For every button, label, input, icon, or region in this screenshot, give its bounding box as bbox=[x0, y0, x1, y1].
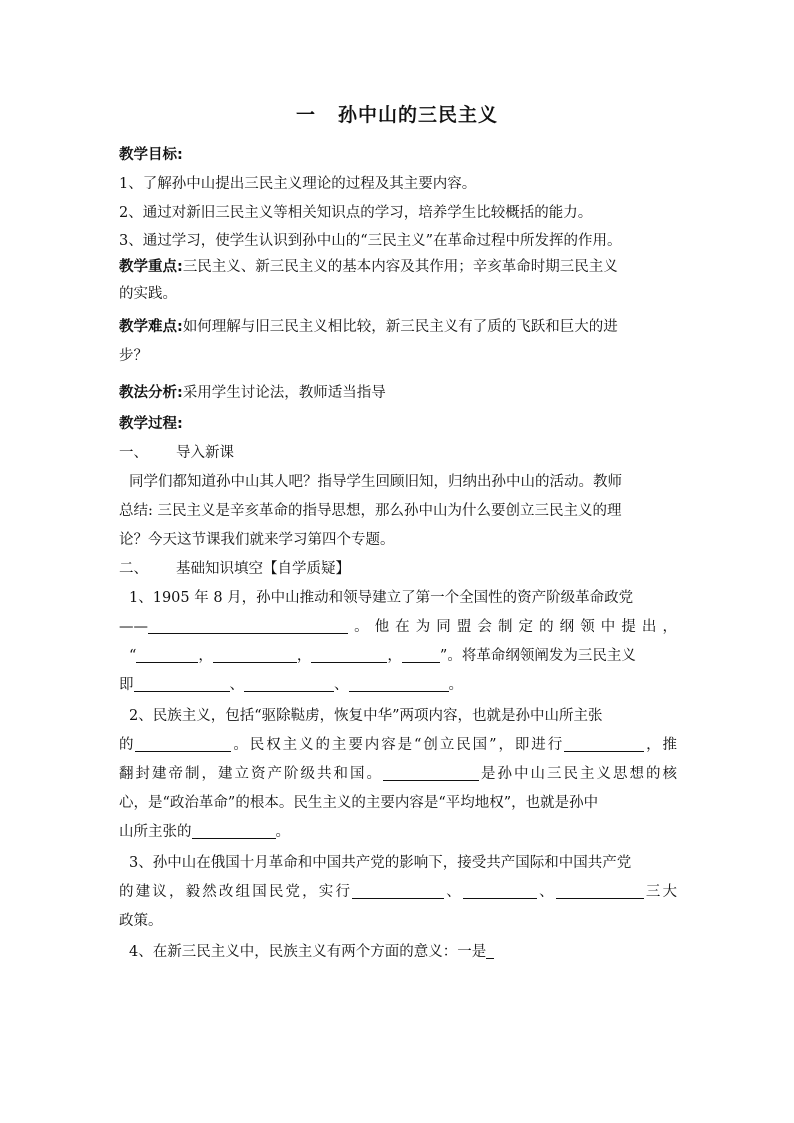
question-text: ”。将革命纲领阐发为三民主义 bbox=[439, 648, 636, 664]
answer-blank[interactable] bbox=[352, 883, 444, 899]
dash: —— bbox=[119, 619, 148, 635]
answer-blank[interactable] bbox=[213, 647, 297, 663]
title-number: 一 bbox=[295, 104, 316, 126]
comma: ， bbox=[296, 648, 312, 664]
period: 。 bbox=[448, 677, 463, 693]
section-heading bbox=[119, 555, 677, 584]
goal-item: 3、通过学习，使学生认识到孙中山的“三民主义”在革命过程中所发挥的作用。 bbox=[119, 233, 622, 249]
answer-blank[interactable] bbox=[463, 883, 537, 899]
key-points-continued: 的实践。 bbox=[119, 286, 177, 302]
answer-blank[interactable] bbox=[402, 647, 440, 663]
intro-text: 同学们都知道孙中山其人吧？指导学生回顾旧知，归纳出孙中山的活动。教师 bbox=[129, 474, 622, 490]
key-points bbox=[119, 254, 677, 280]
comma: ， bbox=[198, 648, 213, 664]
title-text: 孙中山的三民主义 bbox=[338, 104, 499, 126]
separator: 、 bbox=[229, 677, 244, 693]
question-1-line bbox=[119, 671, 677, 700]
intro-text: 总结: 三民主义是辛亥革命的指导思想，那么孙中山为什么要创立三民主义的理 bbox=[119, 503, 622, 519]
answer-blank[interactable] bbox=[564, 736, 644, 752]
question-2-line bbox=[119, 760, 677, 789]
method-label: 教法分析: bbox=[119, 385, 183, 401]
question-1-line bbox=[119, 613, 677, 642]
answer-blank[interactable] bbox=[383, 765, 479, 781]
answer-blank[interactable] bbox=[192, 823, 276, 839]
question-text: 的 bbox=[119, 737, 136, 753]
comma: ， bbox=[387, 648, 402, 664]
answer-blank[interactable] bbox=[135, 736, 231, 752]
question-3-line: 3、孙中山在俄国十月革命和中国共产党的影响下，接受共产国际和中国共产党 bbox=[129, 855, 632, 871]
answer-blank[interactable] bbox=[556, 883, 644, 899]
question-text: 4、在新三民主义中，民族主义有两个方面的意义：一是 bbox=[129, 944, 487, 960]
period: 。 bbox=[275, 824, 290, 840]
question-2-line: 心，是“政治革命”的根本。民生主义的主要内容是“平均地权”，也就是孙中 bbox=[119, 795, 599, 811]
answer-blank[interactable] bbox=[486, 943, 494, 959]
difficult-points bbox=[119, 313, 677, 342]
goal-item: 2、通过对新旧三民主义等相关知识点的学习，培养学生比较概括的能力。 bbox=[119, 205, 593, 221]
answer-blank[interactable] bbox=[244, 676, 334, 692]
question-text: 翻封建帝制，建立资产阶级共和国。 bbox=[119, 766, 383, 782]
difficult-points-label: 教学难点: bbox=[119, 319, 183, 335]
question-text: 山所主张的 bbox=[119, 824, 192, 840]
answer-blank[interactable] bbox=[349, 676, 449, 692]
intro-text: 论？今天这节课我们就来学习第四个专题。 bbox=[119, 532, 395, 548]
goal-item: 1、了解孙中山提出三民主义理论的过程及其主要内容。 bbox=[119, 176, 477, 192]
key-points-label: 教学重点: bbox=[119, 259, 183, 275]
separator: 、 bbox=[536, 884, 556, 900]
question-2-line: 2、民族主义，包括“驱除鞑虏，恢复中华”两项内容，也就是孙中山所主张 bbox=[129, 708, 603, 724]
answer-blank[interactable] bbox=[148, 618, 348, 634]
section-number: 一、 bbox=[119, 445, 148, 461]
method-text: 采用学生讨论法，教师适当指导 bbox=[182, 385, 386, 401]
question-text: ，推 bbox=[644, 737, 678, 753]
section-number: 二、 bbox=[119, 561, 148, 577]
question-text: 三大 bbox=[643, 884, 678, 900]
question-4-line bbox=[119, 938, 677, 967]
difficult-points-text: 如何理解与旧三民主义相比较，新三民主义有了质的飞跃和巨大的进 bbox=[182, 319, 618, 335]
question-1-line: 1、1905 年 8 月，孙中山推动和领导建立了第一个全国性的资产阶级革命政党 bbox=[129, 590, 634, 606]
document-body bbox=[119, 141, 677, 967]
section-title: 导入新课 bbox=[176, 445, 234, 461]
separator: 、 bbox=[334, 677, 349, 693]
question-1-line bbox=[119, 642, 677, 671]
quote-open: “ bbox=[129, 648, 137, 664]
question-text: 的建议，毅然改组国民党，实行 bbox=[119, 884, 353, 900]
goals-heading: 教学目标: bbox=[119, 147, 183, 163]
answer-blank[interactable] bbox=[136, 647, 198, 663]
difficult-points-continued: 步？ bbox=[119, 348, 148, 364]
page-title bbox=[0, 100, 794, 127]
method bbox=[119, 379, 677, 408]
question-text: 即 bbox=[119, 677, 134, 693]
question-text: 是孙中山三民主义思想的核 bbox=[479, 766, 677, 782]
separator: 、 bbox=[444, 884, 463, 900]
key-points-text: 三民主义、新三民主义的基本内容及其作用；辛亥革命时期三民主义 bbox=[182, 259, 618, 275]
question-3-line bbox=[119, 878, 677, 907]
answer-blank[interactable] bbox=[311, 647, 387, 663]
process-heading: 教学过程: bbox=[119, 416, 183, 432]
question-3-line: 政策。 bbox=[119, 913, 163, 929]
answer-blank[interactable] bbox=[134, 676, 230, 692]
question-2-line bbox=[119, 731, 677, 760]
question-text: 。他在为同盟会制定的纲领中提出， bbox=[348, 619, 677, 635]
section-title: 基础知识填空【自学质疑】 bbox=[176, 561, 350, 577]
section-heading bbox=[119, 439, 677, 468]
question-2-line bbox=[119, 818, 677, 847]
question-text: 。民权主义的主要内容是“创立民国”，即进行 bbox=[231, 737, 565, 753]
